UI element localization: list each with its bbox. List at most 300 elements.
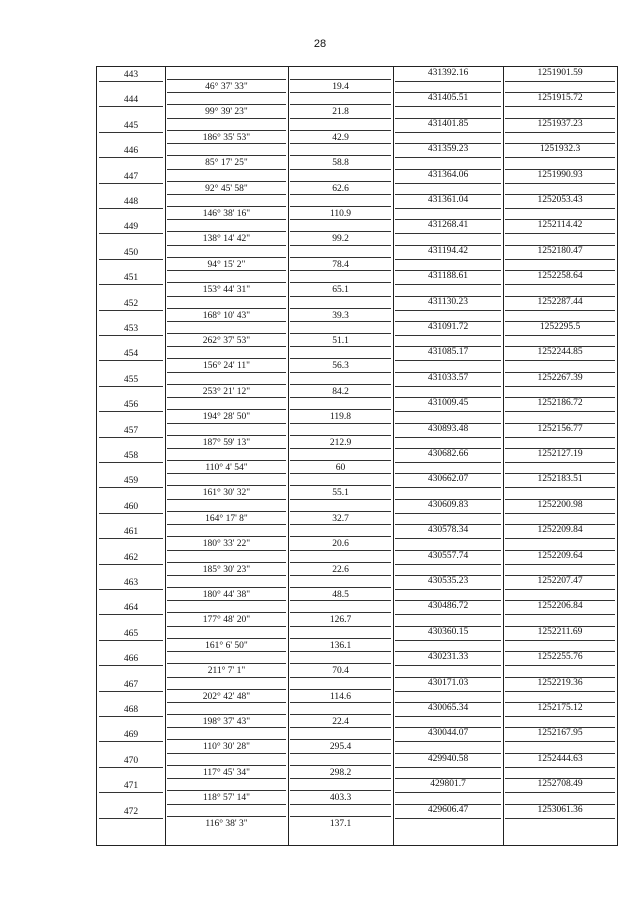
row-divider (167, 423, 286, 424)
direction-angle: 202° 42' 48" (202, 691, 251, 702)
row-divider (505, 397, 615, 398)
row-divider (395, 411, 501, 412)
row-divider (167, 753, 286, 754)
coordinate-x: 430044.07 (427, 728, 469, 739)
point-number: 446 (123, 146, 139, 157)
row-divider (395, 448, 501, 449)
coordinate-x: 431188.61 (427, 271, 469, 282)
row-divider (167, 282, 286, 283)
coordinate-y: 1252200.98 (537, 499, 583, 510)
coordinate-y: 1252186.72 (537, 398, 583, 409)
row-divider (395, 259, 501, 260)
point-number: 460 (123, 501, 139, 512)
row-divider (290, 677, 391, 678)
coordinate-x: 430535.23 (427, 576, 469, 586)
direction-angle: 116° 38' 3" (205, 818, 248, 829)
row-divider (290, 727, 391, 728)
row-divider (290, 511, 391, 512)
row-divider (395, 524, 501, 525)
row-divider (99, 386, 163, 387)
direction-angle: 187° 59' 13" (202, 437, 251, 448)
row-divider (99, 208, 163, 209)
row-divider (395, 550, 501, 551)
row-divider (505, 386, 615, 387)
row-divider (290, 92, 391, 93)
point-number: 457 (123, 425, 139, 436)
coordinate-y: 1251932.3 (539, 144, 581, 155)
segment-length: 212.9 (329, 437, 352, 448)
direction-angle: 164° 17' 8" (205, 513, 248, 524)
segment-length: 78.4 (332, 259, 349, 270)
segment-length: 62.6 (332, 183, 349, 194)
coordinate-y: 1251937.23 (537, 118, 583, 129)
row-divider (395, 372, 501, 373)
row-divider (290, 448, 391, 449)
point-number: 470 (123, 755, 139, 766)
row-divider (167, 206, 286, 207)
segment-length: 20.6 (332, 539, 349, 550)
row-divider (395, 183, 501, 184)
direction-angle: 194° 28' 50" (202, 412, 251, 423)
row-divider (395, 792, 501, 793)
row-divider (395, 157, 501, 158)
page-number: 28 (313, 38, 327, 50)
row-divider (505, 92, 615, 93)
segment-length: 19.4 (332, 82, 349, 92)
row-divider (505, 310, 615, 311)
point-number: 464 (123, 603, 139, 614)
row-divider (395, 640, 501, 641)
row-divider (290, 485, 391, 486)
coordinate-y: 1252127.19 (537, 449, 583, 459)
coordinate-y: 1252209.84 (537, 525, 583, 536)
coordinate-x: 430486.72 (427, 601, 469, 612)
row-divider (395, 691, 501, 692)
row-divider (167, 435, 286, 436)
coordinate-x: 431364.06 (427, 169, 469, 180)
segment-length: 22.4 (332, 717, 349, 727)
coordinate-x: 430578.34 (427, 525, 469, 536)
row-divider (99, 767, 163, 768)
row-divider (290, 460, 391, 461)
coordinate-y: 1252287.44 (537, 296, 583, 307)
point-number: 445 (123, 120, 139, 131)
row-divider (395, 513, 501, 514)
row-divider (99, 335, 163, 336)
coordinate-y: 1252183.51 (537, 474, 583, 485)
row-divider (167, 143, 286, 144)
row-divider (290, 321, 391, 322)
row-divider (290, 397, 391, 398)
point-number: 447 (123, 171, 139, 182)
row-divider (290, 435, 391, 436)
segment-length: 295.4 (329, 742, 352, 753)
row-divider (505, 524, 615, 525)
row-divider (290, 612, 391, 613)
row-divider (505, 804, 615, 805)
row-divider (167, 460, 286, 461)
row-divider (395, 132, 501, 133)
row-divider (395, 538, 501, 539)
row-divider (290, 536, 391, 537)
row-divider (505, 372, 615, 373)
row-divider (167, 384, 286, 385)
row-divider (395, 741, 501, 742)
row-divider (290, 79, 391, 80)
row-divider (290, 575, 391, 576)
coordinate-y: 1252053.43 (537, 195, 583, 205)
row-divider (167, 663, 286, 664)
segment-length: 403.3 (329, 793, 352, 804)
row-divider (99, 487, 163, 488)
row-divider (395, 296, 501, 297)
row-divider (505, 321, 615, 322)
row-divider (99, 614, 163, 615)
row-divider (290, 257, 391, 258)
row-divider (290, 689, 391, 690)
row-divider (505, 270, 615, 271)
point-number: 462 (123, 552, 139, 563)
row-divider (290, 409, 391, 410)
coordinate-y: 1252295.5 (539, 322, 581, 332)
segment-length: 114.6 (329, 691, 352, 702)
row-divider (290, 346, 391, 347)
row-divider (505, 183, 615, 184)
row-divider (505, 462, 615, 463)
row-divider (505, 296, 615, 297)
direction-angle: 253° 21' 12" (202, 386, 251, 397)
row-divider (505, 346, 615, 347)
coordinate-x: 430231.33 (427, 652, 469, 663)
row-divider (99, 589, 163, 590)
direction-angle: 118° 57' 14" (202, 793, 251, 804)
direction-angle: 180° 33' 22" (202, 539, 251, 550)
segment-length: 110.9 (329, 209, 352, 219)
coordinate-x: 431405.51 (427, 93, 469, 104)
coordinate-x: 430662.07 (427, 474, 469, 485)
row-divider (395, 804, 501, 805)
row-divider (395, 233, 501, 234)
row-divider (99, 183, 163, 184)
point-number: 453 (123, 324, 139, 334)
row-divider (99, 792, 163, 793)
row-divider (167, 702, 286, 703)
row-divider (395, 487, 501, 488)
row-divider (167, 651, 286, 652)
coordinate-y: 1253061.36 (537, 804, 583, 815)
row-divider (395, 346, 501, 347)
coordinate-y: 1252708.49 (537, 779, 583, 790)
row-divider (395, 310, 501, 311)
row-divider (290, 765, 391, 766)
row-divider (505, 691, 615, 692)
direction-angle: 99° 39' 23" (205, 107, 248, 118)
row-divider (167, 524, 286, 525)
row-divider (290, 663, 391, 664)
row-divider (167, 169, 286, 170)
coordinate-x: 430893.48 (427, 423, 469, 434)
row-divider (167, 257, 286, 258)
row-divider (395, 118, 501, 119)
row-divider (505, 233, 615, 234)
segment-length: 136.1 (329, 640, 352, 651)
row-divider (290, 194, 391, 195)
row-divider (505, 487, 615, 488)
coordinate-x: 431033.57 (427, 372, 469, 383)
coordinate-x: 430557.74 (427, 550, 469, 561)
segment-length: 48.5 (332, 590, 349, 600)
row-divider (167, 79, 286, 80)
row-divider (505, 818, 615, 819)
segment-length: 84.2 (332, 386, 349, 397)
coordinate-x: 429606.47 (427, 804, 469, 815)
row-divider (290, 778, 391, 779)
row-divider (505, 360, 615, 361)
row-divider (290, 308, 391, 309)
point-number: 454 (123, 349, 139, 360)
row-divider (167, 92, 286, 93)
coordinate-x: 431268.41 (427, 220, 469, 231)
row-divider (505, 741, 615, 742)
row-divider (99, 157, 163, 158)
row-divider (290, 816, 391, 817)
row-divider (290, 296, 391, 297)
row-divider (395, 423, 501, 424)
row-divider (505, 753, 615, 754)
row-divider (167, 778, 286, 779)
row-divider (167, 485, 286, 486)
row-divider (395, 564, 501, 565)
row-divider (167, 372, 286, 373)
coordinate-y: 1252207.47 (537, 576, 583, 586)
row-divider (99, 741, 163, 742)
row-divider (290, 714, 391, 715)
coordinate-x: 431009.45 (427, 398, 469, 409)
direction-angle: 156° 24' 11" (202, 361, 251, 372)
segment-length: 119.8 (329, 412, 352, 423)
segment-length: 99.2 (332, 234, 349, 245)
segment-length: 137.1 (329, 818, 352, 829)
row-divider (99, 538, 163, 539)
point-number: 456 (123, 400, 139, 411)
row-divider (99, 513, 163, 514)
coordinate-x: 430171.03 (427, 677, 469, 688)
direction-angle: 94° 15' 2" (207, 259, 246, 270)
row-divider (395, 386, 501, 387)
row-divider (167, 346, 286, 347)
row-divider (505, 600, 615, 601)
row-divider (167, 575, 286, 576)
row-divider (99, 691, 163, 692)
row-divider (395, 651, 501, 652)
coordinate-x: 430360.15 (427, 626, 469, 637)
row-divider (290, 245, 391, 246)
row-divider (395, 677, 501, 678)
segment-length: 32.7 (332, 513, 349, 524)
row-divider (290, 155, 391, 156)
point-number: 455 (123, 374, 139, 385)
row-divider (167, 181, 286, 182)
row-divider (167, 194, 286, 195)
row-divider (505, 589, 615, 590)
point-number: 443 (123, 70, 139, 80)
coordinate-y: 1252267.39 (537, 372, 583, 383)
row-divider (395, 575, 501, 576)
direction-angle: 211° 7' 1" (207, 666, 246, 677)
row-divider (505, 473, 615, 474)
direction-angle: 92° 45' 58" (205, 183, 248, 194)
coordinate-y: 1252209.64 (537, 550, 583, 561)
point-number: 472 (123, 806, 139, 817)
coordinate-x: 429940.58 (427, 753, 469, 764)
row-divider (99, 81, 163, 82)
row-divider (167, 473, 286, 474)
row-divider (167, 638, 286, 639)
row-divider (505, 437, 615, 438)
row-divider (99, 259, 163, 260)
row-divider (167, 612, 286, 613)
coordinate-x: 429801.7 (430, 779, 466, 790)
direction-angle: 161° 6' 50" (205, 640, 248, 651)
row-divider (395, 106, 501, 107)
segment-length: 39.3 (332, 310, 349, 321)
row-divider (167, 397, 286, 398)
row-divider (505, 169, 615, 170)
direction-angle: 46° 37' 33" (205, 82, 248, 92)
row-divider (395, 321, 501, 322)
row-divider (290, 651, 391, 652)
row-divider (395, 702, 501, 703)
row-divider (395, 397, 501, 398)
row-divider (290, 372, 391, 373)
segment-length: 22.6 (332, 564, 349, 575)
row-divider (290, 638, 391, 639)
row-divider (167, 765, 286, 766)
row-divider (395, 92, 501, 93)
row-divider (290, 562, 391, 563)
row-divider (395, 462, 501, 463)
row-divider (395, 208, 501, 209)
row-divider (505, 614, 615, 615)
row-divider (395, 169, 501, 170)
direction-angle: 168° 10' 43" (202, 310, 251, 321)
row-divider (167, 130, 286, 131)
row-divider (167, 714, 286, 715)
row-divider (395, 753, 501, 754)
row-divider (505, 259, 615, 260)
row-divider (505, 640, 615, 641)
row-divider (290, 587, 391, 588)
segment-length: 51.1 (332, 336, 349, 346)
row-divider (505, 792, 615, 793)
row-divider (290, 181, 391, 182)
segment-length: 298.2 (329, 767, 352, 778)
row-divider (99, 564, 163, 565)
direction-angle: 146° 38' 16" (202, 209, 251, 219)
coordinate-y: 1252211.69 (537, 626, 583, 637)
row-divider (395, 270, 501, 271)
row-divider (505, 677, 615, 678)
direction-angle: 198° 37' 43" (202, 717, 251, 727)
row-divider (167, 231, 286, 232)
coordinate-y: 1252244.85 (537, 347, 583, 358)
row-divider (290, 499, 391, 500)
row-divider (167, 804, 286, 805)
row-divider (167, 448, 286, 449)
row-divider (505, 665, 615, 666)
row-divider (167, 245, 286, 246)
row-divider (167, 155, 286, 156)
row-divider (505, 626, 615, 627)
direction-angle: 117° 45' 34" (202, 767, 251, 778)
row-divider (505, 651, 615, 652)
row-divider (99, 665, 163, 666)
row-divider (290, 282, 391, 283)
row-divider (167, 270, 286, 271)
row-divider (290, 270, 391, 271)
point-number: 471 (123, 781, 139, 792)
row-divider (167, 296, 286, 297)
row-divider (395, 767, 501, 768)
row-divider (395, 614, 501, 615)
row-divider (99, 716, 163, 717)
row-divider (395, 665, 501, 666)
coordinates-table (96, 66, 618, 846)
row-divider (167, 536, 286, 537)
coordinate-x: 430682.66 (427, 449, 469, 459)
point-number: 461 (123, 527, 139, 538)
row-divider (167, 550, 286, 551)
row-divider (505, 208, 615, 209)
row-divider (505, 219, 615, 220)
row-divider (290, 550, 391, 551)
segment-length: 60 (335, 463, 346, 473)
row-divider (167, 790, 286, 791)
row-divider (395, 473, 501, 474)
row-divider (99, 818, 163, 819)
row-divider (290, 739, 391, 740)
row-divider (505, 727, 615, 728)
row-divider (505, 411, 615, 412)
row-divider (505, 702, 615, 703)
coordinate-y: 1252114.42 (537, 220, 583, 231)
row-divider (290, 206, 391, 207)
row-divider (290, 804, 391, 805)
segment-length: 65.1 (332, 285, 349, 296)
coordinate-x: 431194.42 (427, 245, 469, 256)
coordinate-x: 430065.34 (427, 703, 469, 713)
direction-angle: 177° 48' 20" (202, 615, 251, 626)
row-divider (395, 284, 501, 285)
row-divider (167, 677, 286, 678)
point-number: 452 (123, 298, 139, 309)
row-divider (290, 702, 391, 703)
row-divider (167, 816, 286, 817)
row-divider (505, 118, 615, 119)
coordinate-y: 1252175.12 (537, 703, 583, 713)
coordinate-y: 1251915.72 (537, 93, 583, 104)
row-divider (290, 130, 391, 131)
point-number: 469 (123, 730, 139, 741)
coordinate-x: 431359.23 (427, 144, 469, 155)
segment-length: 58.8 (332, 158, 349, 169)
direction-angle: 161° 30' 32" (202, 488, 251, 499)
row-divider (505, 513, 615, 514)
row-divider (99, 360, 163, 361)
row-divider (505, 157, 615, 158)
row-divider (505, 284, 615, 285)
row-divider (167, 333, 286, 334)
